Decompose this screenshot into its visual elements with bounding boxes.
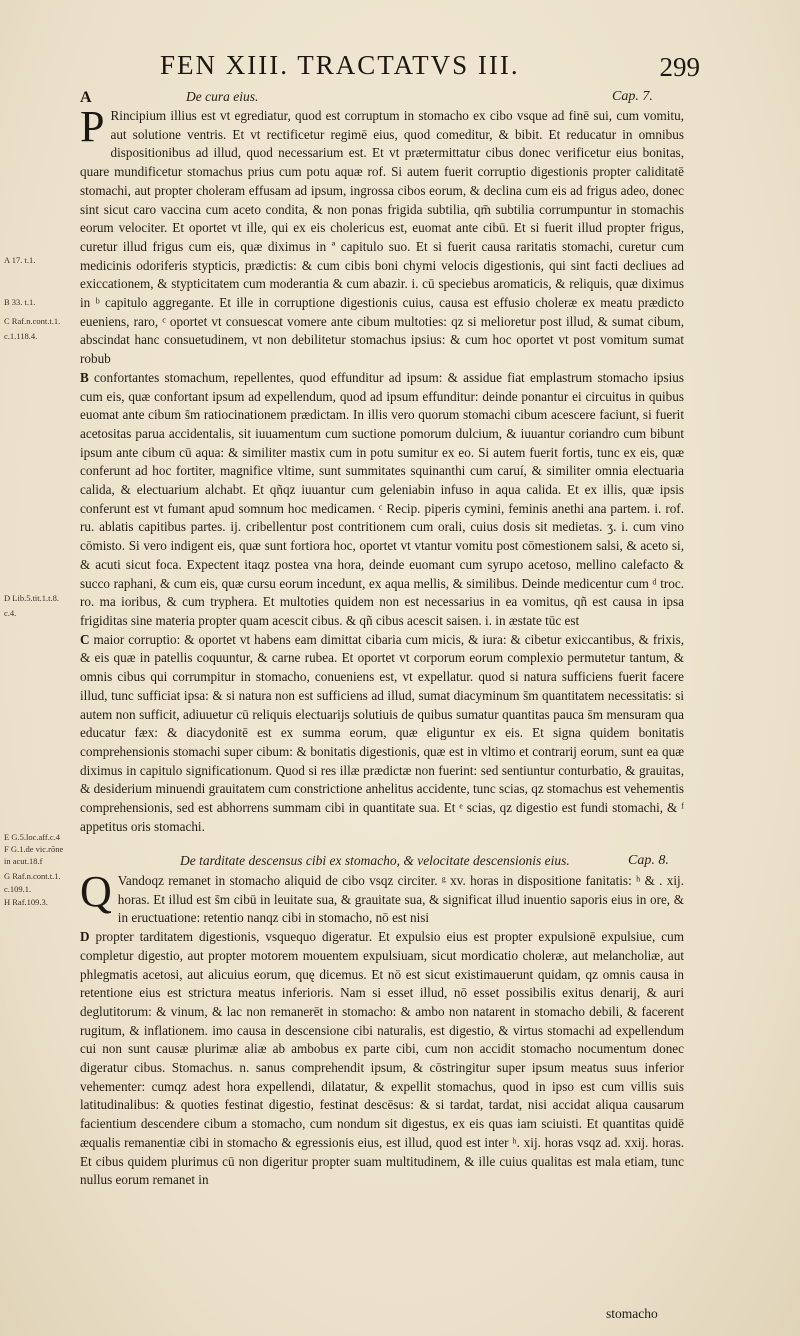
margin-note: c.4.	[4, 608, 17, 618]
running-head-title: FEN XIII. TRACTATVS III.	[160, 50, 520, 80]
chapter-8-number: Cap. 8.	[628, 853, 669, 868]
paragraph-d	[80, 928, 684, 1190]
paragraph-q	[80, 867, 684, 928]
chapter-8-body	[80, 867, 685, 1190]
paragraph-a	[80, 102, 684, 369]
dropcap-p: P	[80, 102, 105, 151]
margin-note: F G.1.de vic.rōne	[4, 844, 64, 854]
chapter-7-heading: De cura eius.	[186, 89, 259, 104]
text-a: Rincipium illius est vt egrediatur, quod est corruptum in stomacho ex cibo vsque ad finē sui, cum vomitu, aut solutione ventris. Et vt rectificetur regimē eius, quod comeditur, & bibit. Et reducatur in omnibus dispositionibus ad illud, quod necessarium est. Et vt prætermittatur cibus donec verificetur eius bonitas, quare mundificetur stomachus prius cum potu aquæ rof. Si autem fuerit corruptio digestionis propter caliditatē stomachi, aut propter choleram effusam ad ipsum, ingrossa cibos eorum, & declina cum eis ad frigus adeo, donec sint sicut caro vaccina cum aceto condita, & non ponas frigida subtilia, qm̄ subtilia corrumpuntur in stomachis eorum velociter. Et oportet vt ille, qui ex eis cholericus est, euomat ante cibū. Et si fuerit illud propter frigus, curetur illud frigus cum eis, quæ diximus in ª capitulo suo. Et si fuerit causa raritatis stomachi, curetur cum medicinis odoriferis stypticis, prædictis: & cum cibis boni chymi velocis digestionis, qui sint facti decliues ad exiccationem, & stypticitatem cum moderantia & cum abazir. i. cū speciebus aromaticis, & reliquis, quæ diximus in ᵇ capitulo aggregante. Et ille in corruptione digestionis cuius, causa est effusio choleræ ex meatu prædicto eueniens, raro, ᶜ oportet vt consuescat vomere ante cibum multoties: qz si melioretur post illud, & sumat cibum, abscindat hanc consuetudinem, vt non debilitetur stomachus ipsius: & cum hoc oportet vt post vomitum sumat robub	[80, 108, 684, 367]
section-letter-d: D	[80, 929, 90, 945]
catchword: stomacho	[606, 1306, 658, 1321]
chapter-8-heading: De tarditate descensus cibi ex stomacho, & velocitate descensionis eius.	[180, 853, 570, 868]
section-letter-a: A	[80, 89, 92, 106]
page-number: 299	[659, 52, 700, 82]
margin-note: c.109.1.	[4, 884, 32, 894]
chapter-7-number: Cap. 7.	[612, 89, 653, 104]
margin-note: in acut.18.f	[4, 856, 43, 866]
paragraph-c	[80, 631, 684, 837]
margin-note: A 17. t.1.	[4, 255, 36, 265]
section-letter-c: C	[80, 631, 90, 647]
margin-note: c.1.118.4.	[4, 331, 38, 341]
section-letter-b: B	[80, 369, 89, 385]
paragraph-b	[80, 369, 684, 631]
dropcap-q: Q	[80, 867, 112, 916]
margin-note: E G.5.loc.aff.c.4	[4, 832, 61, 842]
text-d: propter tarditatem digestionis, vsquequo digeratur. Et expulsio eius est propter expulsionē expulsiue, cum completur digestio, aut propter motorem mouentem expulsiuam, sicut mordicatio choleræ, aut melancholiæ, aut phlegmatis acetosi, aut alicuius eorum, quę dicemus. Et nō est sicut existimauerunt quidam, qz omnis causa in retentione eius est strictura meatus inferioris. Nam si esset illud, nō esset possibilis exitus denarij, & auri deglutitorum: & vinum, & lac non remanerēt in stomacho: & ambo non natarent in stomacho debili, & facerent rugitum, & inflationem. imo causa in descensione cibi naturalis, est digestio, & virtus stomachi ad expellendum cui non sunt causæ plurimæ aliæ ab ambobus ex parte cibi, cum non accidit stomacho nocumentum donec digeratur cibus. Stomachus. n. sanus comprehendit ipsum, & cōstringitur super ipsum meatus suus inferior vehementer: cumqz adest hora expellendi, dilatatur, & expellit stomachus, quod in ipso est cum villis suis latitudinalibus: & quoties festinat digestio, festinat descēsus: & si tardat, tardat, nisi accidat aliqua causarum facientium descendere cibum a stomacho, cum nondum sit digestus, ex eis quas iam sciuisti. Et quantitas quidē æqualis remanentiæ cibi in stomacho & egressionis eius, est illud, quod est inter ʰ. xij. horas vsqz ad. xxij. horas. Et cibus quidem plurimus cū non digeritur propter suam multitudinem, & ille cuius qualitas est mala etiam, tunc nullus eorum remanet in	[80, 929, 685, 1188]
text-q: Vandoqz remanet in stomacho aliquid de cibo vsqz circiter. ᵍ xv. horas in dispositione fanitatis: ʰ & . xij. horas. Et illud est s̄m cibū in leuitate sua, & grauitate sua, & significat illud inuentio saporis eius in ore, & in eructuatione: retentio nanqz cibi in stomacho, nō est nisi	[117, 873, 684, 926]
margin-note: D Lib.5.tit.1.t.8.	[4, 593, 60, 603]
margin-note: C Raf.n.cont.t.1.	[4, 316, 61, 326]
margin-note: H Raf.109.3.	[4, 897, 48, 907]
margin-note: G Raf.n.cont.t.1.	[4, 871, 61, 881]
chapter-7-body	[80, 102, 685, 836]
running-head	[160, 50, 700, 86]
text-b: confortantes stomachum, repellentes, quod effunditur ad ipsum: & assidue fiat emplastrum stomacho ipsius cum eis, quæ confortant ipsum ad expellendum, quod ad ipsum effunditur: deinde ponantur ei circuitus in quibus euomat ante cibum s̄m ratiocinationem prædictam. In illis vero quorum stomachi cibum acescere faciunt, si fuerit acetositas parua accidentalis, sit iuuamentum cum suctione pomorum dulcium, & iuuantur coriandro cum bibunt ipsum ante cibum cū aqua: & similiter mastix cum in potu sumitur ex eo. Si autem fuerit fortis, tunc ex eis, quæ conferunt ad hoc fortiter, magnifice vltime, sunt summitates squinanthi cum caruí, & similiter omnia electuaria calida, & electuarium alchabt. Et qñqz iuuantur cum geleniabin infuso in aqua calida. Et ex illis, quæ ipsis conferunt est vt fumant apud somnum hoc medicamen. ᶜ Recip. piperis cymini, feminis anethi ana partem. i. rof. ru. ablatis capitibus partes. ij. cribellentur post contritionem cum orali, cuius dosis sit medietas. ʒ. i. cum vino cōmisto. Si vero indigent eis, quæ sunt fortiora hoc, oportet vt vtantur vomitu post cōmestionem salsi, & aceto si, & acuti sicut foca. Expectent itaqz postea vna hora, deinde euomant cum syrupo acetoso, mellino calefacto & succo raphani, & cum eis, quæ cursu eorum incedunt, ex aqua mellis, & similibus. Deinde medicentur cum ᵈ troc. ro. ma ioribus, & cum tryphera. Et multoties quidem non est necessarius in ea vomitus, qñ est causa in ipsa frigiditas sine materia propter quam acescit cibus. & qñ cibus acescit saisen. i. in æstate tūc est	[80, 369, 685, 628]
text-c: maior corruptio: & oportet vt habens eam dimittat cibaria cum micis, & iura: & cibetur exiccantibus, & frixis, & eis quæ in patellis coquuntur, & carne rubea. Et oportet vt corporum eorum complexio permutetur tantum, & omnis cibus qui corrumpitur in stomacho, conueniens est, vt expellatur. quod si natura sufficiens fuerit facere illud, tunc sufficiat ipsa: & si natura non est sufficiens ad illud, sumat diacyminum s̄m quantitatem necessitatis: si autem non sufficit, adiuuetur cū reliquis electuarijs solutiuis de quibus sumatur quantitas pauca s̄m mensuram qua educatur fæx: & diacydonitē est ex summa eorum, quæ eliguntur ex eis. Et signa quidem bonitatis comprehensionis stomachi super cibum: & bonitatis digestionis, quæ est in vltimo et contrarij eorum, sunt ea quæ diximus in capitulo significationum. Quod si res illæ prædictæ non fuerint: sed sentiuntur conturbatio, & grauitas, & desiderium minuendi grauitatem cum constrictione anhelitus accidente, tunc scias, qz stomachus est vehementis comprehensionis, sed est abhorrens summam cibi in quantitate sua. Et ᵉ scias, qz digestio est fundi stomachi, & ᶠ appetitus oris stomachi.	[80, 631, 684, 834]
margin-note: B 33. t.1.	[4, 297, 36, 307]
